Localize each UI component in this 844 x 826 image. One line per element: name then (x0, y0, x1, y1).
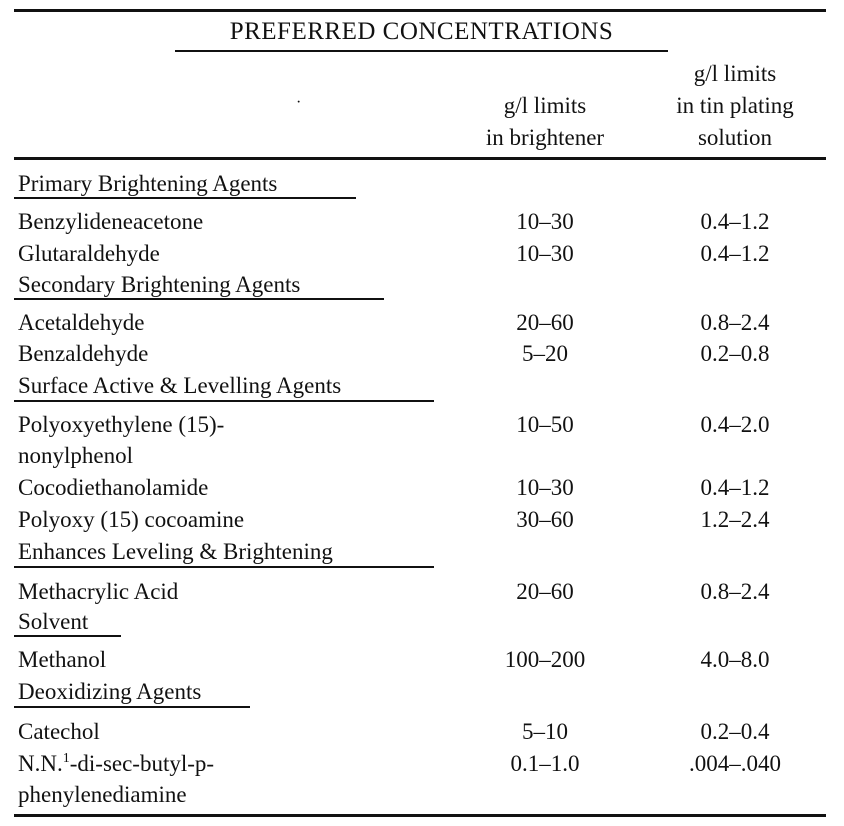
row-name: Glutaraldehyde (18, 241, 160, 266)
row-name-superscript: 1 (62, 751, 70, 766)
row-tin: 1.2–2.4 (700, 507, 770, 532)
table-title: PREFERRED CONCENTRATIONS (229, 18, 614, 45)
col-header-brightener-line1: g/l limits (503, 93, 587, 118)
row-tin: 0.2–0.4 (700, 719, 770, 744)
row-brightener: 5–10 (522, 719, 568, 744)
col-header-tin-line3: solution (697, 125, 773, 150)
top-rule (14, 9, 826, 12)
row-brightener: 0.1–1.0 (510, 751, 580, 776)
row-name: Polyoxy (15) cocoamine (18, 507, 245, 532)
row-name: Benzaldehyde (18, 341, 149, 366)
row-brightener: 20–60 (516, 310, 574, 335)
section-underline (14, 298, 384, 300)
row-name-continued: nonylphenol (18, 443, 133, 468)
col-header-brightener-line2: in brightener (485, 125, 605, 150)
row-name-part: N.N. (18, 751, 63, 776)
section-underline (14, 706, 250, 708)
section-heading-secondary: Secondary Brightening Agents (18, 272, 301, 297)
row-tin: 0.4–2.0 (700, 412, 770, 437)
row-tin: 0.8–2.4 (700, 579, 770, 604)
row-name: Catechol (18, 719, 100, 744)
row-brightener: 5–20 (522, 341, 568, 366)
row-name: Benzylideneacetone (18, 209, 204, 234)
header-marker: · (296, 94, 302, 111)
section-underline (14, 197, 356, 199)
row-brightener: 10–30 (516, 209, 574, 234)
row-tin: 0.8–2.4 (700, 310, 770, 335)
row-brightener: 10–50 (516, 412, 574, 437)
row-name: Acetaldehyde (18, 310, 145, 335)
row-brightener: 30–60 (516, 507, 574, 532)
bottom-rule (14, 814, 826, 817)
row-tin: 0.4–1.2 (700, 241, 770, 266)
section-heading-solvent: Solvent (18, 609, 89, 634)
row-tin: 0.4–1.2 (700, 209, 770, 234)
section-underline (14, 400, 434, 402)
row-tin: .004–.040 (689, 751, 781, 776)
row-tin: 0.2–0.8 (700, 341, 770, 366)
row-brightener: 100–200 (504, 647, 586, 672)
row-tin: 0.4–1.2 (700, 475, 770, 500)
section-heading-enhances: Enhances Leveling & Brightening (18, 539, 333, 564)
row-name (18, 748, 214, 780)
section-heading-deoxidizing: Deoxidizing Agents (18, 679, 202, 704)
row-name: Cocodiethanolamide (18, 475, 209, 500)
row-name: Polyoxyethylene (15)- (18, 412, 225, 437)
row-name-continued: phenylenediamine (18, 782, 187, 807)
title-underline (175, 50, 668, 52)
header-rule (14, 157, 826, 160)
row-name: Methacrylic Acid (18, 579, 179, 604)
row-tin: 4.0–8.0 (700, 647, 770, 672)
col-header-tin (645, 58, 825, 154)
row-brightener: 10–30 (516, 475, 574, 500)
row-brightener: 20–60 (516, 579, 574, 604)
row-brightener: 10–30 (516, 241, 574, 266)
section-heading-surface-active: Surface Active & Levelling Agents (18, 373, 342, 398)
col-header-tin-line1: g/l limits (693, 61, 777, 86)
row-name: Methanol (18, 647, 107, 672)
section-underline (14, 635, 121, 637)
section-heading-primary: Primary Brightening Agents (18, 171, 278, 196)
col-header-brightener (455, 90, 635, 154)
row-name-part: -di-sec-butyl-p- (69, 751, 215, 776)
section-underline (14, 566, 434, 568)
col-header-tin-line2: in tin plating (676, 93, 794, 118)
